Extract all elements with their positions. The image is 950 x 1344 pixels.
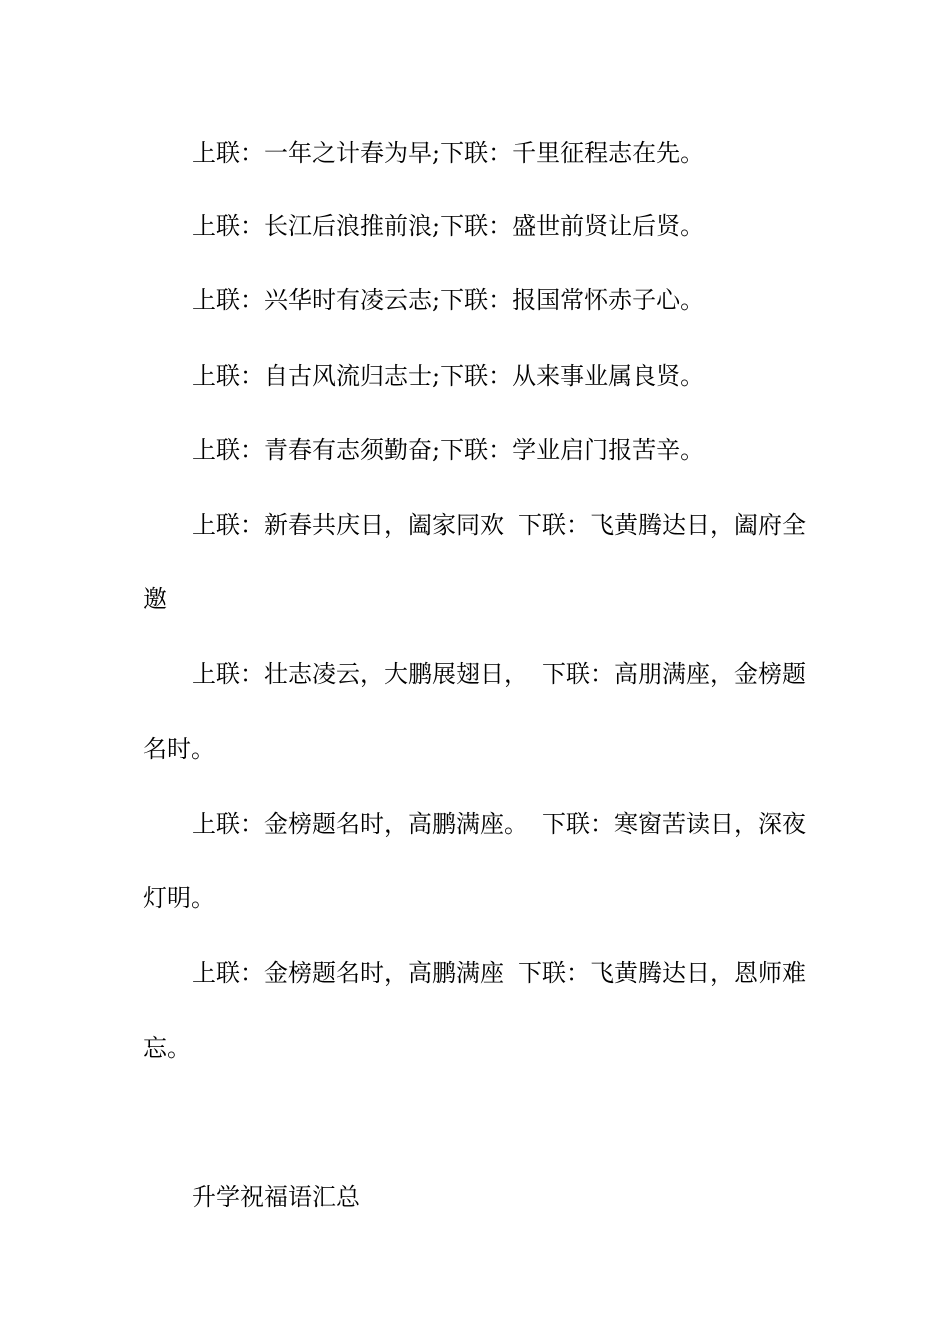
couplet-line [192,659,806,689]
couplet-lower: 下联：高朋满座，金榜题 [542,660,806,688]
couplet-upper: 上联：新春共庆日，阖家同欢 [192,511,504,539]
couplet-line [192,958,806,988]
couplet-upper: 上联：壮志凌云，大鹏展翅日， [192,660,528,688]
couplet-line: 上联：自古风流归志士;下联：从来事业属良贤。 [192,362,705,390]
couplet-line: 上联：兴华时有凌云志;下联：报国常怀赤子心。 [192,286,705,314]
couplet-lower: 下联：飞黄腾达日，阖府全 [518,511,806,539]
couplet-line [192,510,806,540]
couplet-line: 上联：一年之计春为早;下联：千里征程志在先。 [192,139,705,167]
couplet-upper: 上联：金榜题名时，高鹏满座。 [192,810,528,838]
couplet-line [192,809,806,839]
couplet-line: 上联：长江后浪推前浪;下联：盛世前贤让后贤。 [192,212,705,240]
couplet-lower: 下联：寒窗苦读日，深夜 [542,810,806,838]
couplet-line: 上联：青春有志须勤奋;下联：学业启门报苦辛。 [192,436,705,464]
couplet-continuation: 邀 [143,585,167,613]
section-title: 升学祝福语汇总 [192,1183,360,1211]
couplet-lower: 下联：飞黄腾达日，恩师难 [518,959,806,987]
couplet-upper: 上联：金榜题名时，高鹏满座 [192,959,504,987]
couplet-continuation: 忘。 [143,1034,191,1062]
couplet-continuation: 灯明。 [143,884,215,912]
couplet-continuation: 名时。 [143,735,215,763]
